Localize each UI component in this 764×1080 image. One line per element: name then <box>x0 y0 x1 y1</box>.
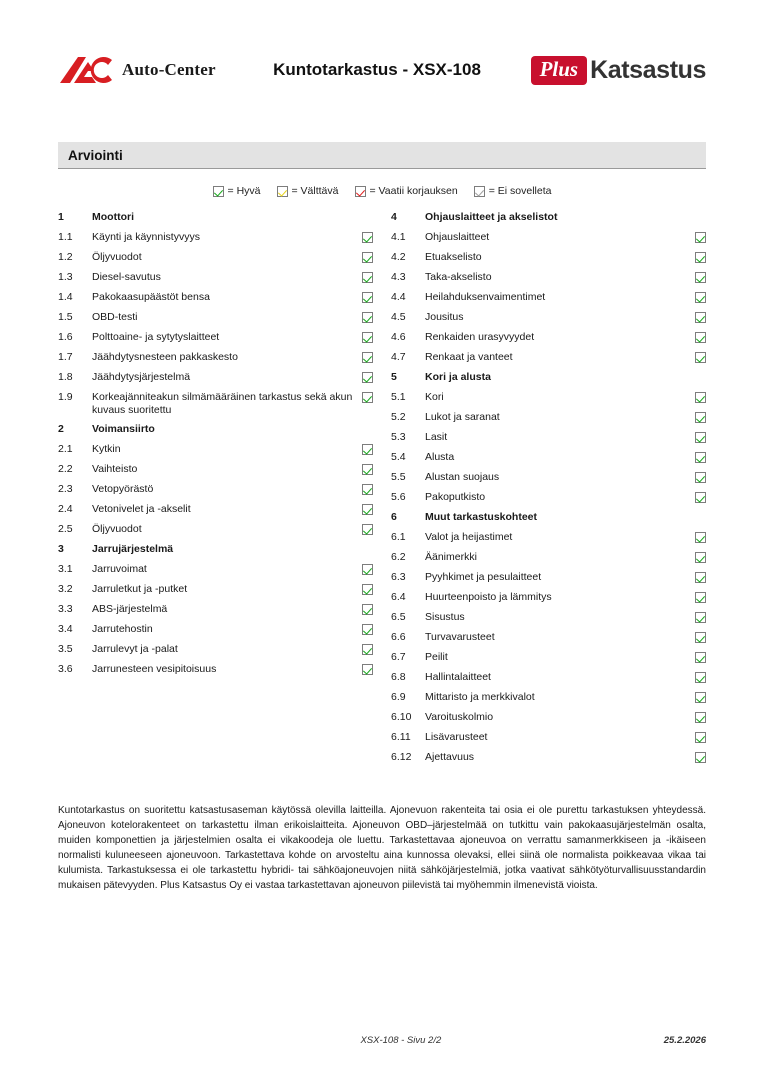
checklist-item-label: Ajettavuus <box>425 751 475 763</box>
checkbox-green-icon[interactable] <box>695 292 706 303</box>
checklist-item-label: Varoituskolmio <box>425 711 494 723</box>
plus-badge: Plus <box>531 56 588 85</box>
checklist-item-rating[interactable] <box>692 271 706 286</box>
checklist-item-rating[interactable] <box>359 443 373 458</box>
checklist-item-rating[interactable] <box>692 671 706 686</box>
checklist-item-number: 4.7 <box>391 351 406 363</box>
checklist-item-number: 4 <box>391 211 397 223</box>
checklist-row <box>58 351 373 371</box>
checklist-item-number: 6.12 <box>391 751 412 763</box>
checklist-item-label: Renkaat ja vanteet <box>425 351 513 363</box>
checklist-item-number: 6.8 <box>391 671 406 683</box>
checklist-item-number: 2.5 <box>58 523 73 535</box>
checklist-row <box>391 251 706 271</box>
checklist-column-left <box>58 211 373 771</box>
checklist-item-label: Vetonivelet ja -akselit <box>92 503 191 515</box>
checklist-item-number: 1.3 <box>58 271 73 283</box>
checklist-item-label: Jäähdytysjärjestelmä <box>92 371 191 383</box>
checkbox-green-icon[interactable] <box>362 484 373 495</box>
checklist-item-label: Käynti ja käynnistyvyys <box>92 231 200 243</box>
checklist-item-number: 6.10 <box>391 711 412 723</box>
checklist-row <box>391 271 706 291</box>
autocenter-logo <box>58 53 268 87</box>
checklist-row <box>391 471 706 491</box>
checklist-item-rating[interactable] <box>692 651 706 666</box>
checkbox-green-icon[interactable] <box>362 392 373 403</box>
checklist-item-label: Valot ja heijastimet <box>425 531 513 543</box>
checklist-item-rating[interactable] <box>692 611 706 626</box>
checkbox-green-icon[interactable] <box>695 572 706 583</box>
checkbox-green-icon[interactable] <box>362 644 373 655</box>
footer-page-info: XSX-108 - Sivu 2/2 <box>360 1035 442 1046</box>
checklist-row <box>58 231 373 251</box>
checkbox-green-icon[interactable] <box>362 564 373 575</box>
checklist-row <box>58 583 373 603</box>
checkbox-green-icon[interactable] <box>695 652 706 663</box>
checklist-item-rating[interactable] <box>692 551 706 566</box>
checklist-row <box>391 451 706 471</box>
checklist-item-number: 1.5 <box>58 311 73 323</box>
checklist-item-rating[interactable] <box>359 643 373 658</box>
checklist-row <box>58 271 373 291</box>
checklist-item-label: Renkaiden urasyvyydet <box>425 331 535 343</box>
checklist-item-number: 2.2 <box>58 463 73 475</box>
checklist-item-label: Huurteenpoisto ja lämmitys <box>425 591 552 603</box>
checklist-row <box>58 291 373 311</box>
checklist-item-label: Alustan suojaus <box>425 471 500 483</box>
checklist-item-rating[interactable] <box>359 231 373 246</box>
checklist-item-rating <box>692 511 706 512</box>
legend-label: = Vaatii korjauksen <box>369 185 458 197</box>
autocenter-wordmark: Auto-Center <box>122 60 216 79</box>
checklist-item-number: 6.4 <box>391 591 406 603</box>
checklist-item-rating <box>692 371 706 372</box>
checkbox-green-icon[interactable] <box>695 272 706 283</box>
checklist-item-label: Hallintalaitteet <box>425 671 491 683</box>
checkbox-green-icon[interactable] <box>695 732 706 743</box>
checklist-item-rating[interactable] <box>692 431 706 446</box>
checklist-item-number: 2.3 <box>58 483 73 495</box>
checklist-item-rating[interactable] <box>692 731 706 746</box>
checklist-row <box>391 731 706 751</box>
checklist-item-label: Jarrujärjestelmä <box>92 543 174 555</box>
checklist-item-number: 2.1 <box>58 443 73 455</box>
checklist-item-rating[interactable] <box>692 691 706 706</box>
disclaimer-note: Kuntotarkastus on suoritettu katsastusaseman käytössä olevilla laitteilla. Ajonevuon rakenteita tai osia ei ole purettu tarkastuksen yhteydessä. Ajoneuvon kotelorakenteet on tarkastettu ilman erikoislaitteita. Ajoneuvon OBD–järjestelmää on tutkittu vain pakokaasujärjestelmän osalta, muiden komponettien ja järjestelmien osalta ei vikakoodeja ole luettu. Tarkastettavaa ajoneuvoa on verrattu samanmerkkiseen ja -ikäiseen normalisti kuluneeseen ajoneuvoon. Tarkastettava kohde on arvosteltu aina kunnossa olevaksi, ellei siinä ole normalista poikkeavaa vikaa tai kulumista. Tarkastuksessa ei ole tarkastettu hybridi- tai sähköajoneuvojen niitä sähköjärjestelmiä, jotka vaativat sähkötyöturvallisuusstandardin mukaisen pätevyyden. Plus Katsastus Oy ei vastaa tarkastettavan ajoneuvon piilevistä tai myöhemmin ilmenevistä vioista. <box>58 805 706 891</box>
checkbox-grey-icon <box>474 186 485 197</box>
footer-date: 25.2.2026 <box>663 1035 706 1046</box>
checklist-item-rating[interactable] <box>359 371 373 386</box>
checklist-item-label: Kori <box>425 391 444 403</box>
checklist-row <box>391 311 706 331</box>
document-footer <box>58 1035 706 1046</box>
checklist-item-label: Heilahduksenvaimentimet <box>425 291 546 303</box>
checklist-row <box>391 551 706 571</box>
legend <box>58 185 706 197</box>
checklist-item-rating[interactable] <box>692 331 706 346</box>
checklist-item-number: 5 <box>391 371 397 383</box>
checklist-item-number: 1 <box>58 211 64 223</box>
checklist-group-row <box>58 423 373 443</box>
checklist-item-number: 6.7 <box>391 651 406 663</box>
checkbox-green-icon[interactable] <box>362 624 373 635</box>
checklist-item-label: Jarruletkut ja -putket <box>92 583 188 595</box>
checklist-row <box>391 671 706 691</box>
checklist-row <box>391 531 706 551</box>
checklist-item-label: Mittaristo ja merkkivalot <box>425 691 535 703</box>
checklist-item-number: 3 <box>58 543 64 555</box>
checklist-item-rating[interactable] <box>359 311 373 326</box>
checkbox-green-icon[interactable] <box>362 272 373 283</box>
checklist-group-row <box>391 371 706 391</box>
checkbox-green-icon[interactable] <box>695 392 706 403</box>
checklist-item-rating[interactable] <box>359 503 373 518</box>
checklist-row <box>391 611 706 631</box>
checkbox-green-icon[interactable] <box>695 352 706 363</box>
checklist-row <box>58 623 373 643</box>
checklist-row <box>391 291 706 311</box>
checklist-item-label: Pakokaasupäästöt bensa <box>92 291 210 303</box>
checklist-item-number: 1.8 <box>58 371 73 383</box>
checkbox-green-icon[interactable] <box>695 632 706 643</box>
checklist-item-number: 4.2 <box>391 251 406 263</box>
checklist-item-number: 3.1 <box>58 563 73 575</box>
checklist-row <box>391 491 706 511</box>
checklist-item-number: 2 <box>58 423 64 435</box>
checklist-row <box>58 331 373 351</box>
checkbox-green-icon[interactable] <box>695 412 706 423</box>
checkbox-green-icon[interactable] <box>362 444 373 455</box>
checklist-item-number: 6.9 <box>391 691 406 703</box>
checklist-item-label: Kori ja alusta <box>425 371 491 383</box>
checklist-item-rating[interactable] <box>359 483 373 498</box>
checklist-row <box>391 431 706 451</box>
checklist-item-label: Alusta <box>425 451 455 463</box>
checklist-item-rating[interactable] <box>692 451 706 466</box>
checklist-row <box>58 371 373 391</box>
checkbox-green-icon[interactable] <box>362 464 373 475</box>
checklist-row <box>58 251 373 271</box>
checklist-row <box>391 231 706 251</box>
checklist-item-number: 1.7 <box>58 351 73 363</box>
checkbox-green-icon[interactable] <box>362 252 373 263</box>
legend-item-vaatii-korjauksen <box>355 185 458 197</box>
checklist-row <box>58 463 373 483</box>
checklist-item-number: 1.1 <box>58 231 73 243</box>
checklist-column-right <box>391 211 706 771</box>
section-title: Arviointi <box>68 147 123 163</box>
checkbox-green-icon[interactable] <box>695 612 706 623</box>
checkbox-green-icon[interactable] <box>362 604 373 615</box>
checklist-item-rating[interactable] <box>692 471 706 486</box>
checklist-item-number: 3.5 <box>58 643 73 655</box>
checklist-group-row <box>58 543 373 563</box>
checklist-row <box>391 351 706 371</box>
checkbox-green-icon[interactable] <box>695 692 706 703</box>
checkbox-green-icon[interactable] <box>695 312 706 323</box>
checklist-item-label: Äänimerkki <box>425 551 477 563</box>
checkbox-green-icon[interactable] <box>362 332 373 343</box>
checklist-item-rating[interactable] <box>692 571 706 586</box>
checklist-item-number: 6.11 <box>391 731 411 743</box>
checkbox-green-icon[interactable] <box>362 504 373 515</box>
checklist-item-number: 3.2 <box>58 583 73 595</box>
checklist-item-rating[interactable] <box>692 391 706 406</box>
checklist-item-label: Jarrulevyt ja -palat <box>92 643 178 655</box>
checkbox-green-icon[interactable] <box>695 712 706 723</box>
checklist-item-rating[interactable] <box>359 463 373 478</box>
checklist-row <box>391 571 706 591</box>
page-title: Kuntotarkastus - XSX-108 <box>273 60 481 79</box>
checklist-item-rating[interactable] <box>359 563 373 578</box>
checkbox-green-icon <box>213 186 224 197</box>
legend-label: = Välttävä <box>291 185 339 197</box>
checklist-item-number: 5.4 <box>391 451 406 463</box>
legend-label: = Ei sovelleta <box>488 185 552 197</box>
checklist-row <box>58 311 373 331</box>
checklist-item-rating[interactable] <box>359 291 373 306</box>
checklist-item-label: Taka-akselisto <box>425 271 492 283</box>
checkbox-green-icon[interactable] <box>695 232 706 243</box>
checklist-item-rating[interactable] <box>359 623 373 638</box>
checklist-item-number: 5.5 <box>391 471 406 483</box>
checklist-item-label: Vetopyörästö <box>92 483 154 495</box>
checklist-item-label: Lasit <box>425 431 448 443</box>
checklist-item-label: Peilit <box>425 651 448 663</box>
checklist-item-number: 4.3 <box>391 271 406 283</box>
checklist-item-label: Ohjauslaitteet <box>425 231 490 243</box>
katsastus-wordmark: Katsastus <box>590 55 706 84</box>
checklist-row <box>391 331 706 351</box>
checklist-item-label: Jäähdytysnesteen pakkaskesto <box>92 351 238 363</box>
checklist-item-label: Lisävarusteet <box>425 731 488 743</box>
checklist-item-label: Öljyvuodot <box>92 523 142 535</box>
checklist-item-label: Pyyhkimet ja pesulaitteet <box>425 571 542 583</box>
checklist-item-label: Kytkin <box>92 443 121 455</box>
checklist-item-rating[interactable] <box>692 751 706 766</box>
checklist-row <box>58 603 373 623</box>
checklist-item-number: 2.4 <box>58 503 73 515</box>
checklist-item-label: Polttoaine- ja sytytyslaitteet <box>92 331 220 343</box>
checklist-row <box>58 663 373 683</box>
checklist-item-label: Moottori <box>92 211 134 223</box>
checklist-item-label: Jarrunesteen vesipitoisuus <box>92 663 217 675</box>
legend-item-hyva <box>213 185 261 197</box>
checklist-item-number: 5.3 <box>391 431 406 443</box>
checklist-item-number: 4.1 <box>391 231 406 243</box>
checklist-item-label: Ohjauslaitteet ja akselistot <box>425 211 558 223</box>
checklist-row <box>391 711 706 731</box>
checkbox-green-icon[interactable] <box>695 552 706 563</box>
checklist-item-rating[interactable] <box>359 603 373 618</box>
checklist-item-rating[interactable] <box>359 391 373 406</box>
checklist-item-label: Öljyvuodot <box>92 251 142 263</box>
checklist-item-number: 3.6 <box>58 663 73 675</box>
checkbox-green-icon[interactable] <box>362 664 373 675</box>
checklist-item-label: Jarruvoimat <box>92 563 147 575</box>
checklist-item-number: 5.1 <box>391 391 406 403</box>
checklist-row <box>391 751 706 771</box>
checklist-item-rating[interactable] <box>692 311 706 326</box>
checklist-item-number: 5.2 <box>391 411 406 423</box>
checkbox-green-icon[interactable] <box>362 232 373 243</box>
document-header <box>58 0 706 106</box>
checklist-item-rating[interactable] <box>692 231 706 246</box>
checklist-item-rating[interactable] <box>359 351 373 366</box>
checkbox-yellow-icon <box>277 186 288 197</box>
checklist-item-number: 1.6 <box>58 331 73 343</box>
checklist-item-rating[interactable] <box>692 591 706 606</box>
checklist-item-number: 3.3 <box>58 603 73 615</box>
checklist-item-rating[interactable] <box>692 251 706 266</box>
section-header-arviointi <box>58 142 706 169</box>
checklist-item-label: Lukot ja saranat <box>425 411 500 423</box>
checklist-item-number: 3.4 <box>58 623 73 635</box>
pluskatsastus-logo <box>496 56 706 85</box>
checklist-item-rating[interactable] <box>359 251 373 266</box>
checklist-item-label: ABS-järjestelmä <box>92 603 168 615</box>
checklist-item-label: Jarrutehostin <box>92 623 153 635</box>
checkbox-green-icon[interactable] <box>362 584 373 595</box>
checklist-item-rating[interactable] <box>692 351 706 366</box>
checklist-row <box>58 503 373 523</box>
checklist-row <box>391 411 706 431</box>
checklist-row <box>391 651 706 671</box>
checkbox-red-icon <box>355 186 366 197</box>
checklist-item-number: 1.9 <box>58 391 73 403</box>
checkbox-green-icon[interactable] <box>695 532 706 543</box>
checklist-item-rating <box>359 543 373 544</box>
checkbox-green-icon[interactable] <box>695 332 706 343</box>
checkbox-green-icon[interactable] <box>362 372 373 383</box>
checklist-item-rating[interactable] <box>692 291 706 306</box>
checklist-item-number: 1.4 <box>58 291 73 303</box>
checklist-item-number: 6.3 <box>391 571 406 583</box>
checklist-item-rating[interactable] <box>359 663 373 678</box>
checklist-row <box>58 391 373 423</box>
checklist-item-label: Turvavarusteet <box>425 631 495 643</box>
checklist-item-rating[interactable] <box>359 271 373 286</box>
checklist-item-rating[interactable] <box>359 331 373 346</box>
checklist-row <box>58 563 373 583</box>
checklist-row <box>58 643 373 663</box>
checklist-row <box>58 443 373 463</box>
checkbox-green-icon[interactable] <box>362 312 373 323</box>
checklist-item-rating[interactable] <box>692 491 706 506</box>
checklist-item-rating <box>359 423 373 424</box>
checklist-row <box>58 523 373 543</box>
ac-logo-icon <box>58 53 116 87</box>
legend-label: = Hyvä <box>227 185 261 197</box>
checklist-item-rating[interactable] <box>692 531 706 546</box>
checklist-item-label: Korkeajänniteakun silmämääräinen tarkastus sekä akun kuvaus suoritettu <box>92 391 353 417</box>
checkbox-green-icon[interactable] <box>695 752 706 763</box>
checklist-item-label: Vaihteisto <box>92 463 138 475</box>
checklist-item-number: 6.5 <box>391 611 406 623</box>
checklist-item-number: 4.4 <box>391 291 406 303</box>
checklist-group-row <box>391 511 706 531</box>
checklist-item-label: OBD-testi <box>92 311 138 323</box>
checklist-item-rating[interactable] <box>692 631 706 646</box>
checklist-item-label: Voimansiirto <box>92 423 155 435</box>
checklist-item-label: Etuakselisto <box>425 251 482 263</box>
checkbox-green-icon[interactable] <box>362 352 373 363</box>
checkbox-green-icon[interactable] <box>362 524 373 535</box>
checklist-item-number: 1.2 <box>58 251 73 263</box>
checklist-item-rating <box>359 211 373 212</box>
checkbox-green-icon[interactable] <box>695 592 706 603</box>
checklist-item-number: 6.6 <box>391 631 406 643</box>
checklist-item-number: 4.6 <box>391 331 406 343</box>
checklist-item-number: 6.1 <box>391 531 406 543</box>
checklist-item-label: Diesel-savutus <box>92 271 161 283</box>
checklist-item-label: Sisustus <box>425 611 465 623</box>
checkbox-green-icon[interactable] <box>695 252 706 263</box>
checklist-row <box>391 391 706 411</box>
checklist-item-number: 6 <box>391 511 397 523</box>
checkbox-green-icon[interactable] <box>362 292 373 303</box>
checklist-item-rating[interactable] <box>359 523 373 538</box>
checklist-item-number: 6.2 <box>391 551 406 563</box>
checklist-group-row <box>58 211 373 231</box>
checklist-row <box>391 631 706 651</box>
checklist-row <box>58 483 373 503</box>
checkbox-green-icon[interactable] <box>695 472 706 483</box>
checkbox-green-icon[interactable] <box>695 672 706 683</box>
legend-item-valttava <box>277 185 339 197</box>
checklist-item-label: Pakoputkisto <box>425 491 486 503</box>
checklist-item-rating <box>692 211 706 212</box>
checklist-item-rating[interactable] <box>692 411 706 426</box>
checklist-item-rating[interactable] <box>692 711 706 726</box>
legend-item-ei-sovelleta <box>474 185 552 197</box>
checklist-row <box>391 691 706 711</box>
checklist-group-row <box>391 211 706 231</box>
checklist-item-label: Muut tarkastuskohteet <box>425 511 538 523</box>
checkbox-green-icon[interactable] <box>695 452 706 463</box>
checklist-item-label: Jousitus <box>425 311 464 323</box>
checklist-item-rating[interactable] <box>359 583 373 598</box>
checklist-row <box>391 591 706 611</box>
checkbox-green-icon[interactable] <box>695 492 706 503</box>
checklist <box>58 211 706 771</box>
checklist-item-number: 4.5 <box>391 311 406 323</box>
checklist-item-number: 5.6 <box>391 491 406 503</box>
checkbox-green-icon[interactable] <box>695 432 706 443</box>
